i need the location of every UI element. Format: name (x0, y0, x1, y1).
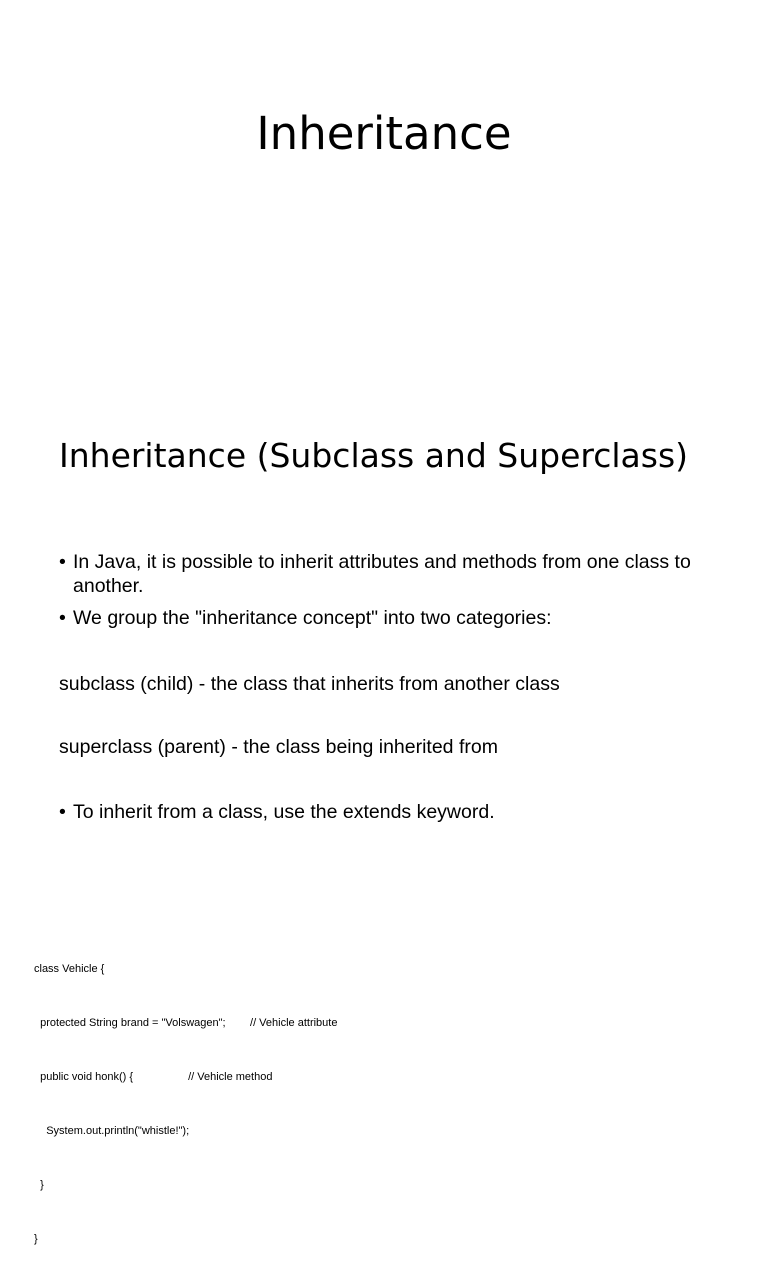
code-line: System.out.println("whistle!"); (34, 1125, 190, 1137)
code-slide (0, 900, 768, 1245)
code-block (34, 924, 337, 1284)
bullet-item (59, 606, 719, 630)
code-line: } (34, 1233, 38, 1245)
subclass-definition: subclass (child) - the class that inherits from another class (59, 673, 560, 695)
code-line: public void honk() { // Vehicle method (34, 1071, 273, 1083)
bullet-text: In Java, it is possible to inherit attributes and methods from one class to another. (73, 551, 691, 597)
bullet-marker: • (59, 607, 66, 629)
bullet-marker: • (59, 801, 66, 823)
bullet-item (59, 550, 719, 598)
slide-heading: Inheritance (Subclass and Superclass) (59, 436, 689, 475)
bullet-item (59, 800, 719, 824)
bullet-text: To inherit from a class, use the extends keyword. (73, 801, 495, 823)
slide-title: Inheritance (256, 107, 512, 160)
code-line: class Vehicle { (34, 963, 105, 975)
content-slide (0, 400, 768, 900)
bullet-text: We group the "inheritance concept" into two categories: (73, 607, 552, 629)
superclass-definition: superclass (parent) - the class being inherited from (59, 736, 498, 758)
bullet-marker: • (59, 551, 66, 573)
code-line: protected String brand = "Volswagen"; // Vehicle attribute (34, 1017, 338, 1029)
code-line: } (34, 1179, 44, 1191)
title-slide (0, 0, 768, 400)
